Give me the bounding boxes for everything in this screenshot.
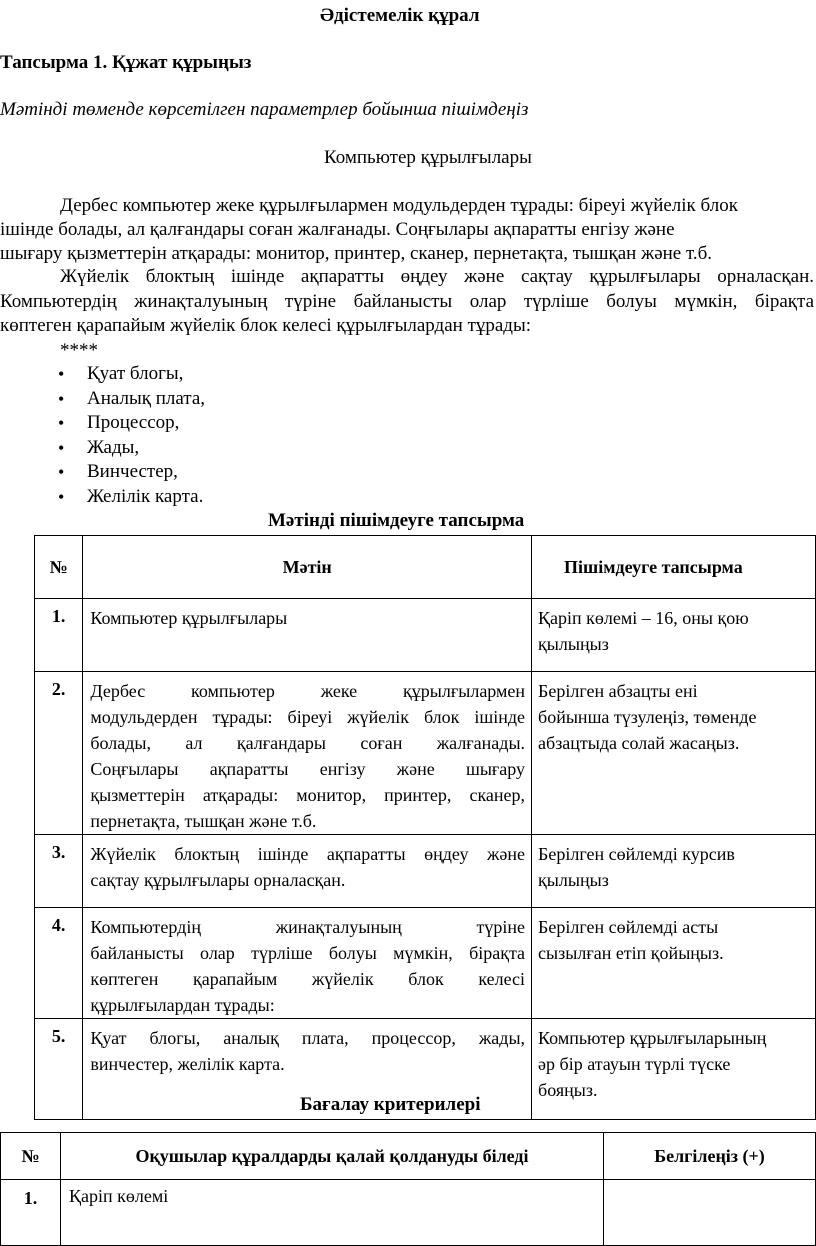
text-line: қызметтерін атқарады: монитор, принтер, сканер, [90, 785, 526, 805]
row-task [532, 1019, 816, 1120]
task-line: бояңыз. [538, 1080, 598, 1100]
text-line: құрылғылардан тұрады: [90, 995, 275, 1015]
task-line: қылыңыз [538, 870, 609, 890]
row-task [532, 835, 816, 908]
table-row [35, 835, 816, 908]
task-line: абзацтыда солай жасаңыз. [538, 733, 740, 753]
task-line: әр бір атауын түрлі түске [538, 1054, 731, 1074]
header-text: Мәтін [83, 536, 532, 599]
paragraph-line: Жүйелік блоктың ішінде ақпаратты өңдеу және сақтау құрылғылары орналасқан. [60, 266, 814, 287]
row-number: 4. [35, 908, 83, 1019]
task-line: сызылған етіп қойыңыз. [538, 943, 724, 963]
task-line: Қаріп көлемі – 16, оны қою [538, 608, 749, 628]
task-line: Берілген абзацты ені [538, 681, 698, 701]
text-line: көптеген қарапайым жүйелік блок келесі [90, 969, 526, 989]
task-line: Берілген сөйлемді асты [538, 917, 719, 937]
table-row [35, 908, 816, 1019]
paragraph-line: ішінде болады, ал қалғандары соған жалғанады. Соңғылары ақпаратты енгізу және [0, 219, 675, 240]
list-item: • Винчестер, [58, 460, 205, 485]
formatting-task-table [34, 535, 816, 1120]
section-title: Компьютер құрылғылары [324, 147, 532, 168]
text-line: модульдерден тұрады: біреуі жүйелік блок ішінде [90, 707, 526, 727]
row-number: 3. [35, 835, 83, 908]
header-criteria: Оқушылар құралдарды қалай қолдануды біледі [61, 1133, 604, 1180]
paragraph-line: Компьютердің жинақталуының түріне байланысты олар түрліше болуы мүмкін, бірақта [0, 291, 814, 312]
row-number: 1. [1, 1180, 61, 1246]
table-header-row [1, 1133, 816, 1180]
text-line: Дербес компьютер жеке құрылғылармен [90, 681, 526, 701]
text-line: Компьютер құрылғылары [90, 608, 288, 628]
text-line: байланысты олар түрліше болуы мүмкін, бірақта [90, 943, 526, 963]
row-task [532, 672, 816, 835]
header-num: № [1, 1133, 61, 1180]
doc-title: Әдістемелік құрал [320, 5, 480, 26]
table-header-row [35, 536, 816, 599]
list-item: • Жады, [58, 436, 205, 461]
row-number: 2. [35, 672, 83, 835]
text-line: Жүйелік блоктың ішінде ақпаратты өңдеу және [90, 844, 526, 864]
header-num: № [35, 536, 83, 599]
task-line: Компьютер құрылғыларының [538, 1028, 767, 1048]
table1-title: Мәтінді пішімдеуге тапсырма [268, 510, 525, 531]
task-line: қылыңыз [538, 634, 609, 654]
text-line: болады, ал қалғандары соған жалғанады. [90, 733, 526, 753]
text-line: Қуат блогы, аналық плата, процессор, жады, [90, 1028, 526, 1048]
row-task [532, 908, 816, 1019]
row-number: 1. [35, 599, 83, 672]
paragraph-line: көптеген қарапайым жүйелік блок келесі құрылғылардан тұрады: [0, 315, 532, 336]
row-mark-cell[interactable] [604, 1180, 816, 1246]
instruction-text: Мәтінді төменде көрсетілген параметрлер бойынша пішімдеңіз [0, 99, 529, 120]
row-criteria: Қаріп көлемі [61, 1180, 604, 1246]
row-text [83, 672, 532, 835]
text-line: пернетақта, тышқан және т.б. [90, 811, 317, 831]
paragraph-line: шығару қызметтерін атқарады: монитор, принтер, сканер, пернетақта, тышқан және т.б. [0, 243, 713, 264]
list-item: • Желілік карта. [58, 485, 205, 510]
list-item: • Процессор, [58, 411, 205, 436]
row-text [83, 908, 532, 1019]
text-line: Соңғылары ақпаратты енгізу және шығару [90, 759, 526, 779]
row-number: 5. [35, 1019, 83, 1120]
task-line: бойынша түзулеңіз, төменде [538, 707, 757, 727]
row-task [532, 599, 816, 672]
table-row [1, 1180, 816, 1246]
row-text [83, 599, 532, 672]
table-row [35, 672, 816, 835]
text-line: Компьютердің жинақталуының түріне [90, 917, 526, 937]
row-text [83, 835, 532, 908]
bullet-list [58, 362, 205, 510]
text-line: винчестер, желілік карта. [90, 1054, 285, 1074]
stars: **** [60, 340, 98, 361]
table2-title: Бағалау критерилері [300, 1094, 481, 1115]
table-row [35, 599, 816, 672]
task-line: Берілген сөйлемді курсив [538, 844, 735, 864]
list-item: • Қуат блогы, [58, 362, 205, 387]
task-heading: Тапсырма 1. Құжат құрыңыз [0, 52, 252, 73]
header-task: Пішімдеуге тапсырма [532, 536, 816, 599]
list-item: • Аналық плата, [58, 387, 205, 412]
header-mark: Белгілеңіз (+) [604, 1133, 816, 1180]
text-line: сақтау құрылғылары орналасқан. [90, 870, 346, 890]
assessment-criteria-table [0, 1132, 816, 1246]
paragraph-line: Дербес компьютер жеке құрылғылармен модульдерден тұрады: біреуі жүйелік блок [60, 195, 738, 216]
